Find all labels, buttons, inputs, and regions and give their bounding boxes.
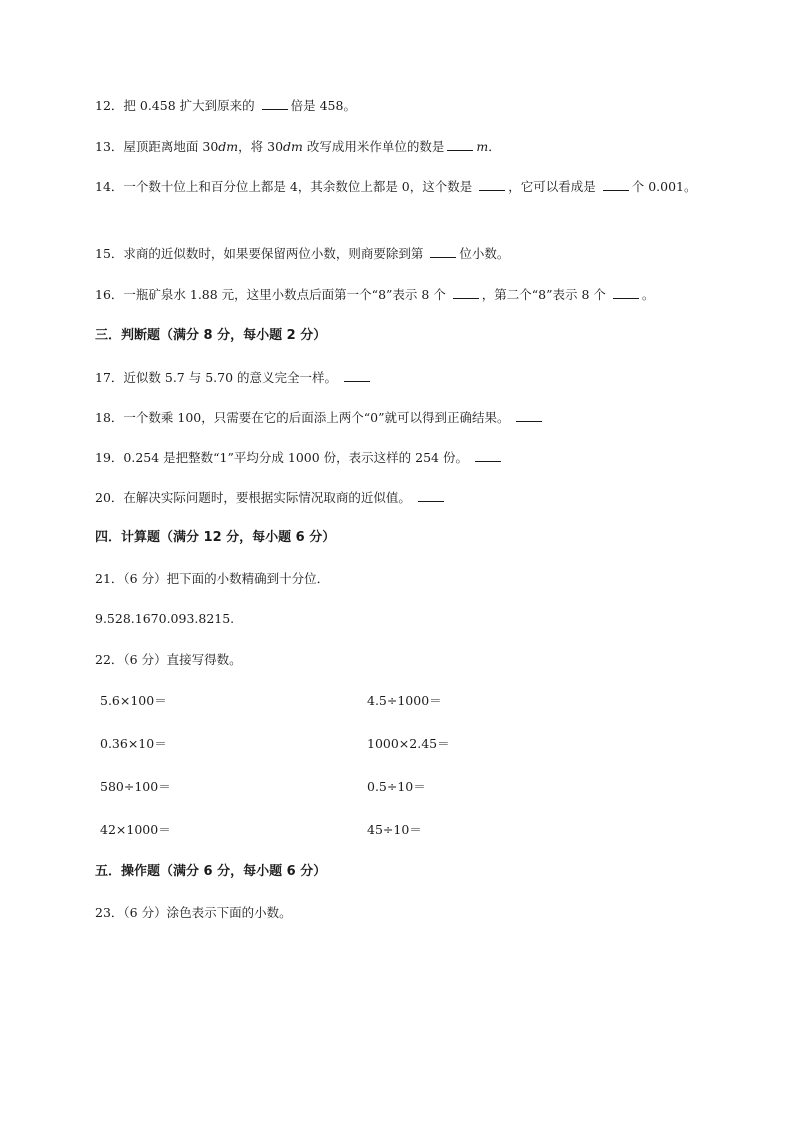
question-15-text-end: 位小数。 xyxy=(459,246,510,261)
question-13-text: 13．屋顶距离地面 30 xyxy=(95,139,219,154)
question-15 xyxy=(95,243,734,265)
answer-blank[interactable] xyxy=(418,489,444,502)
question-20-text: 20．在解决实际问题时，要根据实际情况取商的近似值。 xyxy=(95,490,415,505)
question-18 xyxy=(95,407,734,429)
question-20 xyxy=(95,487,734,509)
section-heading-3: 三．判断题（满分 8 分，每小题 2 分） xyxy=(95,328,327,343)
answer-blank[interactable] xyxy=(603,178,629,191)
question-12-text: 12．把 0.458 扩大到原来的 xyxy=(95,98,259,113)
calc-item: 42×1000＝ xyxy=(100,822,171,837)
answer-blank[interactable] xyxy=(344,369,370,382)
question-21-title: 21．（6 分）把下面的小数精确到十分位． xyxy=(95,571,330,586)
question-13-text-mid: ，将 30 xyxy=(238,139,284,154)
question-23-title: 23．（6 分）涂色表示下面的小数。 xyxy=(95,905,292,920)
answer-blank[interactable] xyxy=(516,409,542,422)
question-15-text: 15．求商的近似数时，如果要保留两位小数，则商要除到第 xyxy=(95,246,428,261)
section-heading-4: 四．计算题（满分 12 分，每小题 6 分） xyxy=(95,530,336,545)
calc-item: 4.5÷1000＝ xyxy=(367,693,442,708)
answer-blank[interactable] xyxy=(479,178,505,191)
section-heading-5: 五．操作题（满分 6 分，每小题 6 分） xyxy=(95,864,327,879)
question-19-text: 19．0.254 是把整数“1”平均分成 1000 份，表示这样的 254 份。 xyxy=(95,450,472,465)
answer-blank[interactable] xyxy=(613,286,639,299)
question-17 xyxy=(95,367,734,389)
answer-blank[interactable] xyxy=(262,97,288,110)
question-14 xyxy=(95,172,702,201)
question-22-title: 22．（6 分）直接写得数。 xyxy=(95,652,242,667)
question-13-text-mid2: 改写成用米作单位的数是 xyxy=(302,139,445,154)
calc-item: 45÷10＝ xyxy=(367,822,422,837)
question-16 xyxy=(95,284,734,306)
question-16-text: 16．一瓶矿泉水 1.88 元，这里小数点后面第一个“8”表示 8 个 xyxy=(95,287,450,302)
question-16-text-end: 。 xyxy=(641,287,655,302)
unit-dm: dm xyxy=(283,139,303,154)
question-14-text-mid: ，它可以看成是 xyxy=(508,179,600,194)
question-16-text-mid: ，第二个“8”表示 8 个 xyxy=(481,287,610,302)
question-14-text-end: 个 0.001。 xyxy=(631,179,697,194)
question-13 xyxy=(95,136,734,158)
question-17-text: 17．近似数 5.7 与 5.70 的意义完全一样。 xyxy=(95,370,341,385)
calc-item: 0.36×10＝ xyxy=(100,736,167,751)
question-12-text-end: 倍是 458。 xyxy=(290,98,356,113)
question-13-text-end: ． xyxy=(488,139,501,154)
question-18-text: 18．一个数乘 100，只需要在它的后面添上两个“0”就可以得到正确结果。 xyxy=(95,410,514,425)
calc-item: 580÷100＝ xyxy=(100,779,171,794)
question-21-numbers: 9.528.1670.093.8215. xyxy=(95,611,235,626)
unit-dm: dm xyxy=(218,139,239,154)
unit-m: m xyxy=(476,139,489,154)
calc-item: 1000×2.45＝ xyxy=(367,736,450,751)
answer-blank[interactable] xyxy=(453,286,479,299)
answer-blank[interactable] xyxy=(430,245,456,258)
answer-blank[interactable] xyxy=(447,138,473,151)
question-12 xyxy=(95,95,734,117)
question-14-text: 14．一个数十位上和百分位上都是 4，其余数位上都是 0，这个数是 xyxy=(95,179,477,194)
question-19 xyxy=(95,447,734,469)
calc-item: 0.5÷10＝ xyxy=(367,779,426,794)
answer-blank[interactable] xyxy=(475,449,501,462)
calc-item: 5.6×100＝ xyxy=(100,693,167,708)
